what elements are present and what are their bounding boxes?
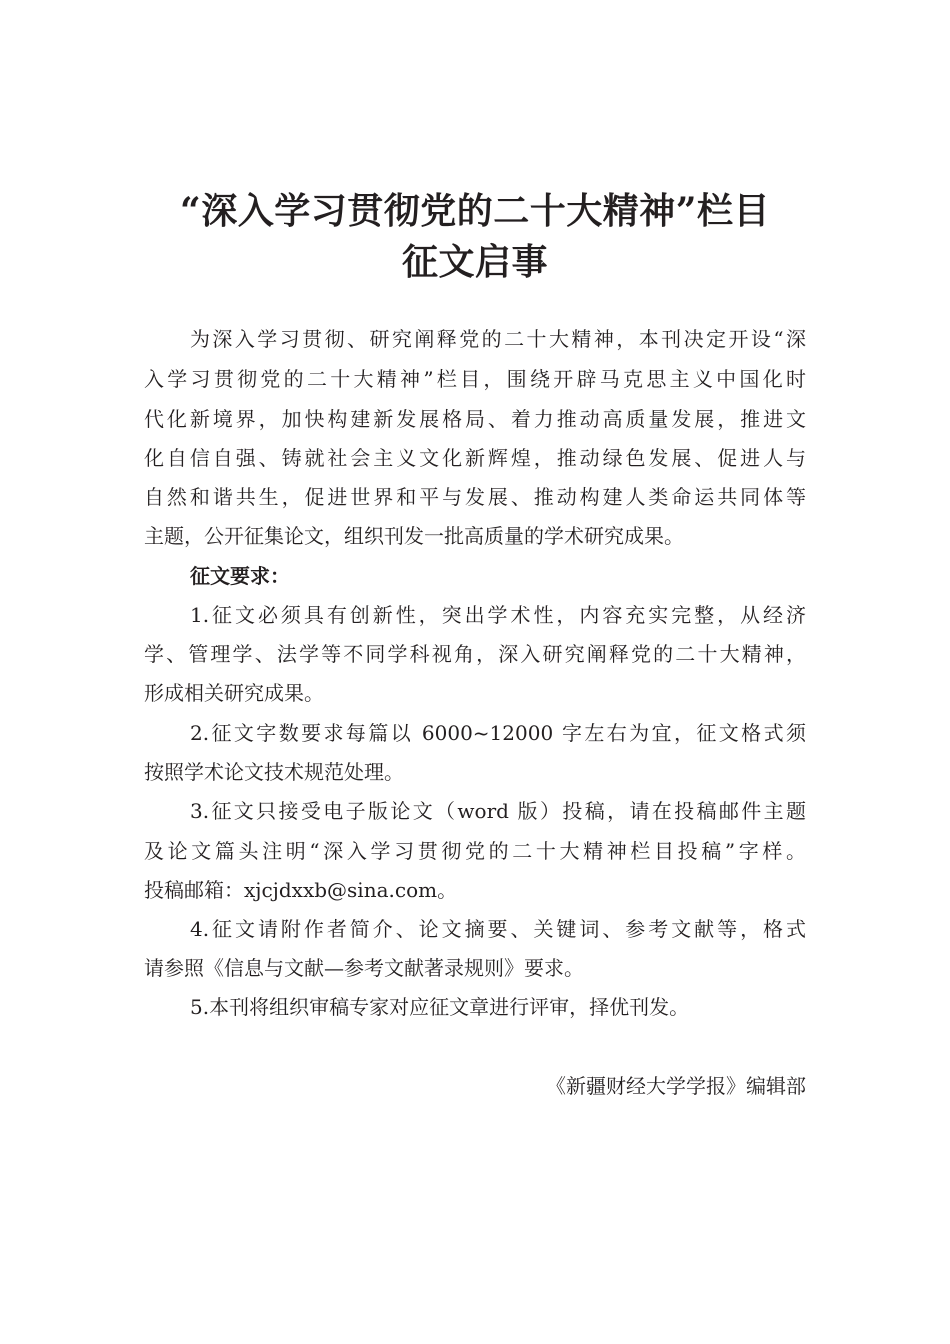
requirement-3-line: 投稿邮箱：xjcjdxxb@sina.com。 [144,878,458,902]
requirement-1-line: 学、管理学、法学等不同学科视角，深入研究阐释党的二十大精神， [144,642,806,666]
intro-line: 自然和谐共生，促进世界和平与发展、推动构建人类命运共同体等 [144,485,806,509]
requirement-2-line: 2.征文字数要求每篇以 6000~12000 字左右为宜，征文格式须 [190,721,806,745]
signature: 《新疆财经大学学报》编辑部 [546,1074,806,1098]
requirements-heading: 征文要求： [190,564,290,588]
requirement-4-line: 请参照《信息与文献—参考文献著录规则》要求。 [144,956,584,980]
intro-line: 为深入学习贯彻、研究阐释党的二十大精神，本刊决定开设“深 [190,327,806,351]
title-line-1: “深入学习贯彻党的二十大精神”栏目 [180,190,770,232]
intro-line: 代化新境界，加快构建新发展格局、着力推动高质量发展，推进文 [144,407,806,431]
requirement-3-line: 3.征文只接受电子版论文（word 版）投稿，请在投稿邮件主题 [190,799,806,823]
title-line-2: 征文启事 [401,241,548,283]
requirement-1-line: 形成相关研究成果。 [144,681,324,705]
intro-line: 入学习贯彻党的二十大精神”栏目，围绕开辟马克思主义中国化时 [144,367,806,391]
intro-line: 主题，公开征集论文，组织刊发一批高质量的学术研究成果。 [144,524,684,548]
requirement-4-line: 4.征文请附作者简介、论文摘要、关键词、参考文献等，格式 [190,917,806,941]
intro-line: 化自信自强、铸就社会主义文化新辉煌，推动绿色发展、促进人与 [144,446,806,470]
requirement-2-line: 按照学术论文技术规范处理。 [144,760,404,784]
requirement-5-line: 5.本刊将组织审稿专家对应征文章进行评审，择优刊发。 [190,995,690,1019]
requirement-1-line: 1.征文必须具有创新性，突出学术性，内容充实完整，从经济 [190,603,806,627]
requirement-3-line: 及论文篇头注明“深入学习贯彻党的二十大精神栏目投稿”字样。 [144,839,806,863]
